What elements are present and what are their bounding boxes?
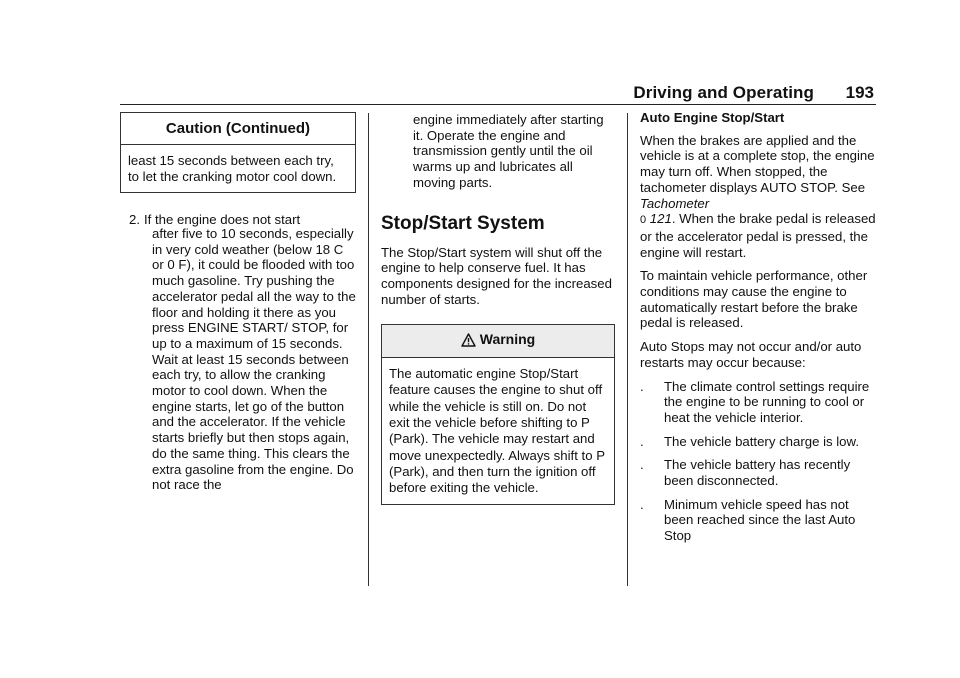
bullet-marker: . — [640, 378, 644, 394]
numbered-step — [120, 212, 356, 228]
step-text: after five to 10 seconds, especially in very cold weather (below 18 C or 0 F), it could be flooded with too much gasoline. Try pushing the accelerator pedal all the way to the floor and holding it there as you press ENGINE START/ STOP, for up to a maximum of 15 seconds. Wait at least 15 seconds between each try, to allow the cranking motor to cool down. When the engine starts, let go of the button and the accelerator. If the vehicle starts briefly but then stops again, do the same thing. This clears the extra gasoline from the engine. Do not race the — [152, 226, 356, 493]
list-item — [640, 457, 876, 488]
paragraph-text: When the brakes are applied and the vehicle is at a complete stop, the engine may turn off. When stopped, the tachometer displays AUTO STOP. See — [640, 132, 875, 195]
bullet-marker: . — [640, 433, 644, 449]
step-first-line: If the engine does not start — [144, 212, 301, 228]
section-heading: Stop/Start System — [381, 212, 545, 234]
page-reference-icon: 0 — [640, 214, 647, 227]
list-item — [640, 434, 876, 450]
column-divider — [627, 113, 628, 586]
warning-triangle-icon — [461, 333, 476, 351]
paragraph-auto-stop — [640, 133, 876, 261]
warning-header — [382, 325, 614, 358]
cross-reference-link[interactable]: Tachometer — [640, 195, 710, 211]
warning-body: The automatic engine Stop/Start feature causes the engine to shut off while the vehicle is still on. Do not exit the vehicle before shifting to P (Park). The vehicle may restart and move unexpectedly. Always shift to P (Park), and then turn the ignition off before exiting the vehicle. — [389, 366, 605, 496]
column-divider — [368, 113, 369, 586]
paragraph-conditions: Auto Stops may not occur and/or auto restarts may occur because: — [640, 339, 862, 370]
bullet-marker: . — [640, 496, 644, 512]
warning-box — [381, 324, 615, 505]
step-number: 2. — [129, 212, 140, 228]
list-item — [640, 379, 876, 426]
warning-title: Warning — [479, 331, 536, 348]
list-item — [640, 497, 876, 544]
cross-reference-page[interactable]: 121 — [649, 211, 672, 227]
column-middle — [381, 112, 615, 505]
page-header — [120, 80, 876, 105]
column-right — [640, 112, 876, 552]
list-item-text: The vehicle battery has recently been disconnected. — [664, 457, 851, 489]
caution-body: least 15 seconds between each try, to let the cranking motor cool down. — [128, 152, 337, 184]
continuation-text: engine immediately after starting it. Operate the engine and transmission gently until the oil warms up and lubricates all moving parts. — [413, 112, 604, 190]
intro-paragraph: The Stop/Start system will shut off the engine to help conserve fuel. It has components designed for the increased number of starts. — [381, 244, 612, 307]
paragraph-text: . When the brake pedal is released or the accelerator pedal is pressed, the engine will restart. — [640, 211, 876, 260]
column-left — [120, 112, 356, 493]
list-item-text: Minimum vehicle speed has not been reached since the last Auto Stop — [664, 496, 856, 544]
page-number: 193 — [845, 83, 874, 102]
caution-box — [120, 112, 356, 193]
paragraph-performance: To maintain vehicle performance, other conditions may cause the engine to automatically restart before the brake pedal is released. — [640, 268, 868, 331]
bullet-marker: . — [640, 457, 644, 473]
subheading: Auto Engine Stop/Start — [640, 110, 785, 125]
list-item-text: The vehicle battery charge is low. — [664, 433, 859, 449]
list-item-text: The climate control settings require the engine to be running to cool or heat the vehicle interior. — [664, 378, 870, 425]
caution-title: Caution (Continued) — [121, 113, 355, 145]
section-title: Driving and Operating — [633, 83, 814, 102]
